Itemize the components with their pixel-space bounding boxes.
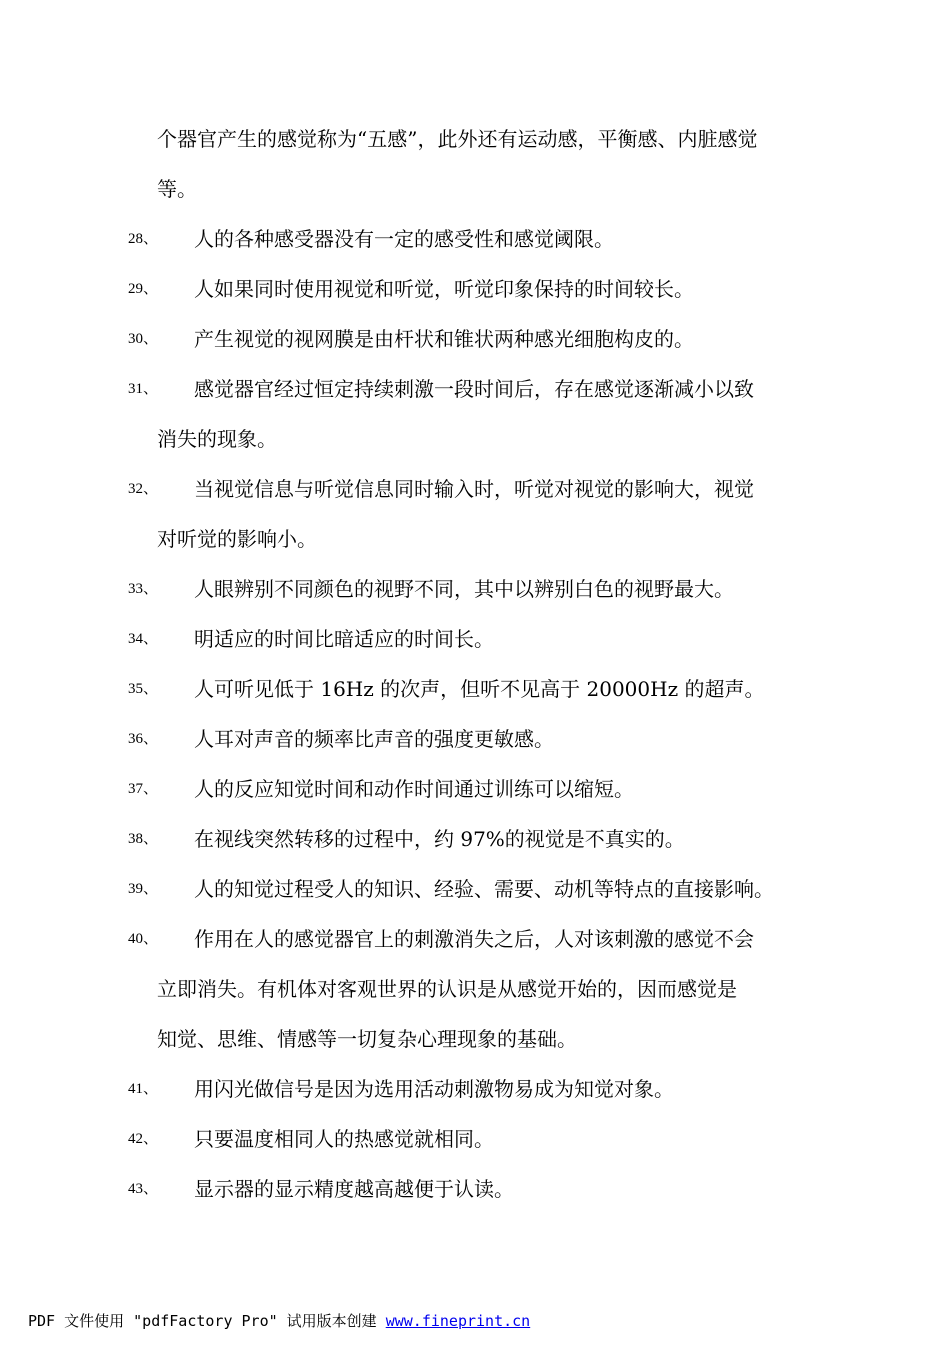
item-text: 在视线突然转移的过程中，约 97%的视觉是不真实的。 <box>194 827 685 851</box>
continuation-line <box>0 169 952 209</box>
list-item <box>0 919 952 959</box>
list-item <box>0 569 952 609</box>
item-number: 41、 <box>128 1081 159 1097</box>
continuation-line <box>0 1019 952 1059</box>
item-text: 感觉器官经过恒定持续刺激一段时间后，存在感觉逐渐减小以致 <box>194 377 754 401</box>
list-item <box>0 1119 952 1159</box>
item-text: 当视觉信息与听觉信息同时输入时，听觉对视觉的影响大，视觉 <box>194 477 754 501</box>
footer-link[interactable]: www.fineprint.cn <box>385 1312 531 1330</box>
item-text: 人如果同时使用视觉和听觉，听觉印象保持的时间较长。 <box>194 277 694 301</box>
item-number: 28、 <box>128 231 159 247</box>
item-number: 43、 <box>128 1181 159 1197</box>
item-number: 30、 <box>128 331 159 347</box>
list-item <box>0 819 952 859</box>
continuation-line <box>0 519 952 559</box>
item-text: 产生视觉的视网膜是由杆状和锥状两种感光细胞构皮的。 <box>194 327 694 351</box>
item-number: 35、 <box>128 681 159 697</box>
item-text: 人的反应知觉时间和动作时间通过训练可以缩短。 <box>194 777 634 801</box>
item-number: 39、 <box>128 881 159 897</box>
line-text: 等。 <box>157 177 197 201</box>
item-text: 作用在人的感觉器官上的刺激消失之后，人对该刺激的感觉不会 <box>194 927 754 951</box>
item-text: 用闪光做信号是因为选用活动刺激物易成为知觉对象。 <box>194 1077 674 1101</box>
item-number: 40、 <box>128 931 159 947</box>
list-item <box>0 1069 952 1109</box>
item-text: 只要温度相同人的热感觉就相同。 <box>194 1127 494 1151</box>
list-item <box>0 1169 952 1209</box>
line-text: 立即消失。有机体对客观世界的认识是从感觉开始的，因而感觉是 <box>157 977 737 1001</box>
item-text: 人耳对声音的频率比声音的强度更敏感。 <box>194 727 554 751</box>
list-item <box>0 269 952 309</box>
list-item <box>0 469 952 509</box>
item-number: 31、 <box>128 381 159 397</box>
item-text: 人可听见低于 16Hz 的次声，但听不见高于 20000Hz 的超声。 <box>194 677 765 701</box>
continuation-line <box>0 419 952 459</box>
item-number: 29、 <box>128 281 159 297</box>
item-text: 显示器的显示精度越高越便于认读。 <box>194 1177 514 1201</box>
list-item <box>0 769 952 809</box>
line-text: 知觉、思维、情感等一切复杂心理现象的基础。 <box>157 1027 577 1051</box>
line-text: 个器官产生的感觉称为“五感”，此外还有运动感，平衡感、内脏感觉 <box>157 127 758 151</box>
continuation-line <box>0 969 952 1009</box>
list-item <box>0 669 952 709</box>
list-item <box>0 219 952 259</box>
item-text: 人的知觉过程受人的知识、经验、需要、动机等特点的直接影响。 <box>194 877 774 901</box>
item-number: 42、 <box>128 1131 159 1147</box>
list-item <box>0 319 952 359</box>
item-number: 32、 <box>128 481 159 497</box>
line-text: 对听觉的影响小。 <box>157 527 317 551</box>
item-number: 37、 <box>128 781 159 797</box>
item-text: 人眼辨别不同颜色的视野不同，其中以辨别白色的视野最大。 <box>194 577 734 601</box>
list-item <box>0 719 952 759</box>
pdf-footer <box>28 1309 530 1333</box>
footer-text: PDF 文件使用 "pdfFactory Pro" 试用版本创建 <box>28 1312 386 1330</box>
list-item <box>0 869 952 909</box>
item-text: 明适应的时间比暗适应的时间长。 <box>194 627 494 651</box>
continuation-line <box>0 119 952 159</box>
item-text: 人的各种感受器没有一定的感受性和感觉阈限。 <box>194 227 614 251</box>
item-number: 36、 <box>128 731 159 747</box>
item-number: 33、 <box>128 581 159 597</box>
line-text: 消失的现象。 <box>157 427 277 451</box>
item-number: 34、 <box>128 631 159 647</box>
item-number: 38、 <box>128 831 159 847</box>
list-item <box>0 619 952 659</box>
list-item <box>0 369 952 409</box>
